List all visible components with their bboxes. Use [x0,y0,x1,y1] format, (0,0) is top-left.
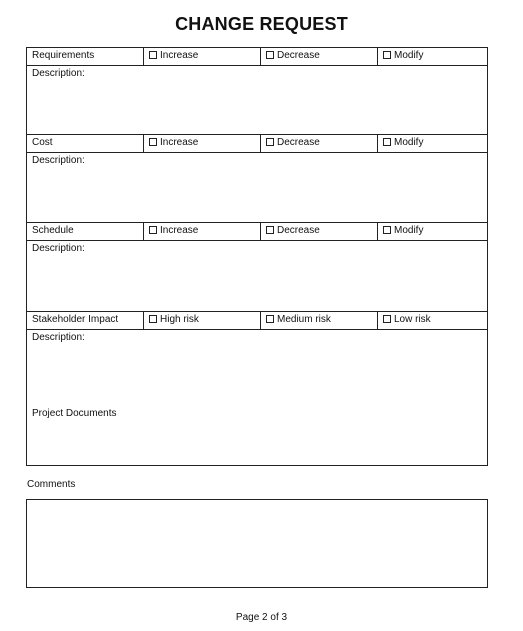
cost-modify-option[interactable]: Modify [377,135,487,152]
stakeholder-impact-label: Stakeholder Impact [32,314,119,325]
requirements-decrease-option[interactable]: Decrease [260,48,377,65]
stakeholder-medium-risk-option[interactable]: Medium risk [260,312,377,329]
checkbox-icon[interactable] [149,226,157,234]
requirements-row [27,48,487,66]
cost-label: Cost [32,137,53,148]
schedule-increase-option[interactable]: Increase [143,223,260,240]
schedule-modify-option[interactable]: Modify [377,223,487,240]
schedule-label: Schedule [32,225,74,236]
checkbox-icon[interactable] [149,315,157,323]
stakeholder-description-field[interactable] [27,330,487,465]
checkbox-icon[interactable] [149,138,157,146]
stakeholder-high-risk-option[interactable]: High risk [143,312,260,329]
cost-description-label: Description: [32,155,85,166]
cost-row [27,135,487,153]
checkbox-icon[interactable] [149,51,157,59]
checkbox-icon[interactable] [266,138,274,146]
checkbox-icon[interactable] [383,226,391,234]
cost-description-field[interactable] [27,153,487,223]
change-request-form [26,47,488,466]
checkbox-icon[interactable] [266,226,274,234]
checkbox-icon[interactable] [266,51,274,59]
requirements-description-field[interactable] [27,66,487,135]
schedule-description-label: Description: [32,243,85,254]
checkbox-icon[interactable] [383,51,391,59]
requirements-description-label: Description: [32,68,85,79]
cost-increase-option[interactable]: Increase [143,135,260,152]
stakeholder-low-risk-option[interactable]: Low risk [377,312,487,329]
schedule-decrease-option[interactable]: Decrease [260,223,377,240]
checkbox-icon[interactable] [266,315,274,323]
requirements-label: Requirements [32,50,95,61]
checkbox-icon[interactable] [383,315,391,323]
cost-decrease-option[interactable]: Decrease [260,135,377,152]
requirements-increase-option[interactable]: Increase [143,48,260,65]
checkbox-icon[interactable] [383,138,391,146]
project-documents-label: Project Documents [32,408,117,419]
page-number: Page 2 of 3 [235,612,288,623]
stakeholder-description-label: Description: [32,332,85,343]
comments-label: Comments [27,479,76,490]
requirements-modify-option[interactable]: Modify [377,48,487,65]
comments-field[interactable] [26,499,488,588]
schedule-description-field[interactable] [27,241,487,312]
schedule-row [27,223,487,241]
page-title: CHANGE REQUEST [175,14,348,34]
stakeholder-impact-row [27,312,487,330]
